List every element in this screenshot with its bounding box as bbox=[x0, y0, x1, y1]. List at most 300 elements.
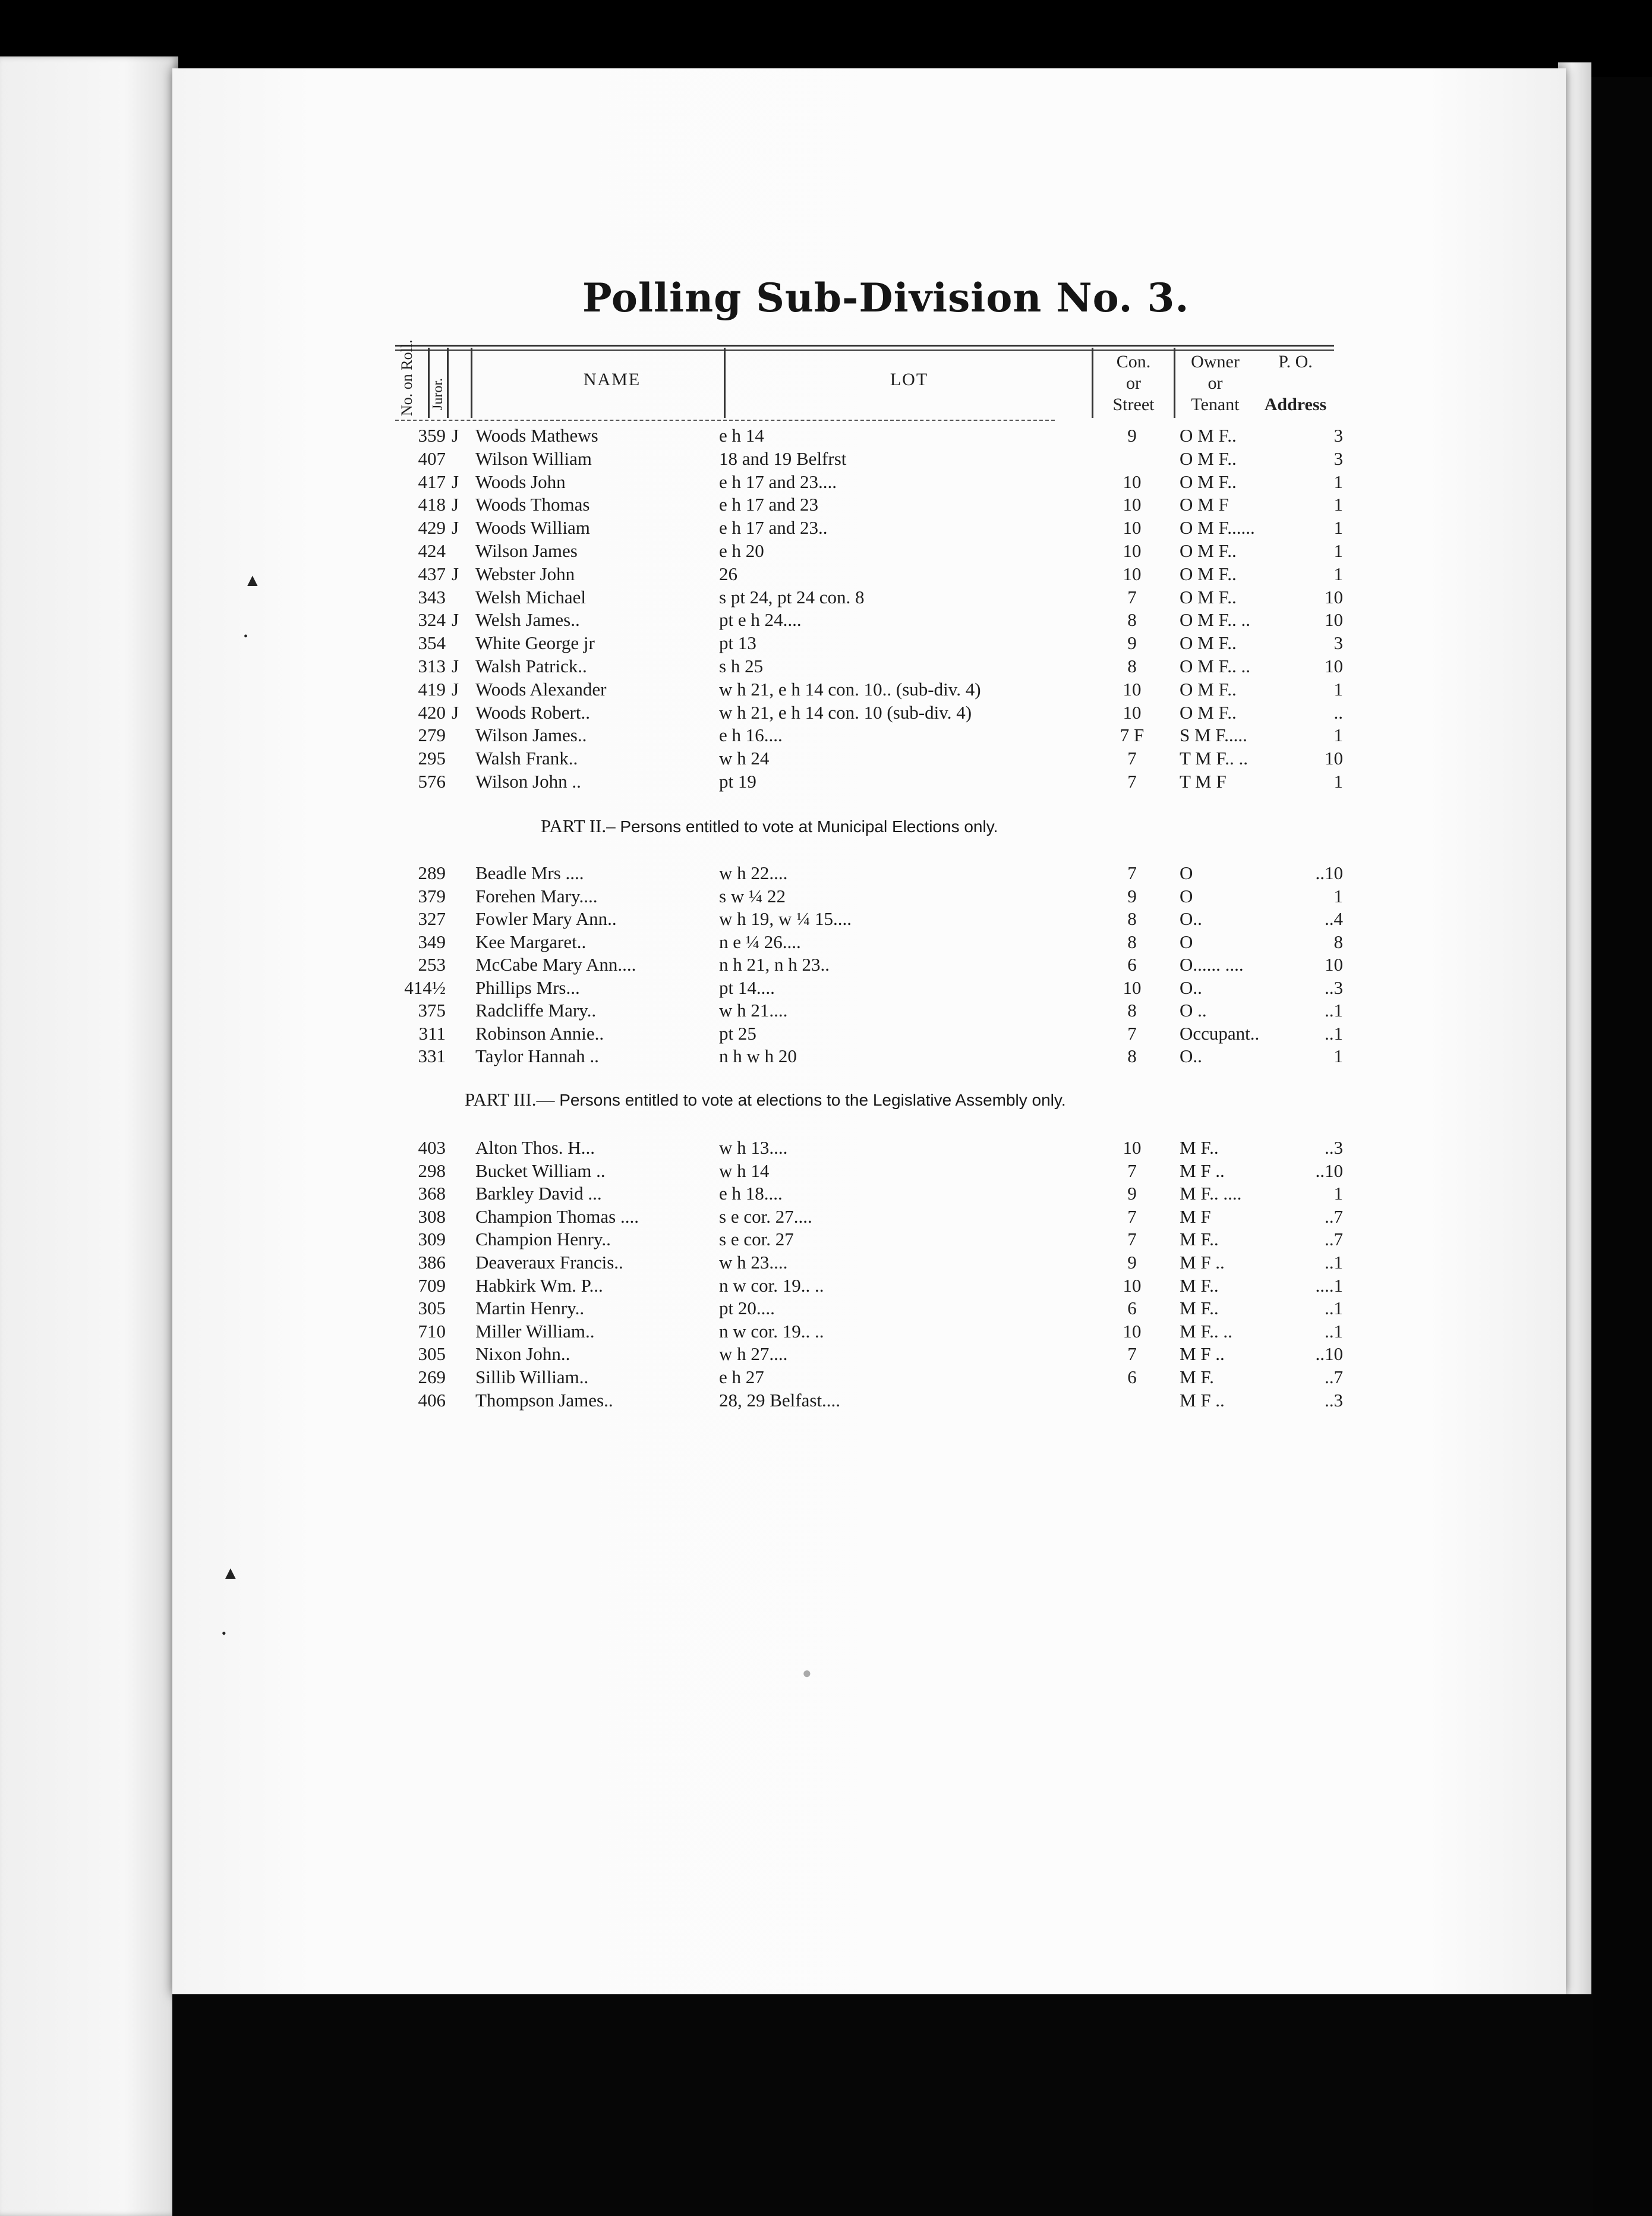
owner-tenant-status: O M F...... bbox=[1180, 517, 1255, 539]
po-address-code: 8 bbox=[1333, 931, 1343, 952]
owner-tenant-status: M F .. bbox=[1180, 1160, 1225, 1181]
voter-name: Forehen Mary.... bbox=[475, 885, 598, 906]
po-address-code: ..10 bbox=[1315, 1343, 1343, 1365]
lot-description: pt 13 bbox=[719, 632, 756, 654]
roll-number: 298 bbox=[418, 1160, 446, 1181]
concession-number: 6 bbox=[1127, 1367, 1137, 1387]
concession-number: 7 bbox=[1127, 1205, 1137, 1227]
roll-number: 375 bbox=[418, 1000, 446, 1021]
part1-row bbox=[0, 448, 1367, 470]
concession-number: 8 bbox=[1127, 609, 1137, 631]
lot-description: n w cor. 19.. .. bbox=[719, 1320, 824, 1342]
part1-row bbox=[0, 540, 1367, 562]
header-divider-4 bbox=[724, 348, 726, 418]
header-divider-6 bbox=[1174, 348, 1175, 418]
lot-description: e h 20 bbox=[719, 540, 764, 561]
lot-description: n h w h 20 bbox=[719, 1046, 797, 1066]
owner-tenant-status: O bbox=[1180, 863, 1193, 883]
lot-description: w h 23.... bbox=[719, 1252, 788, 1273]
owner-tenant-status: O M F.. bbox=[1180, 586, 1237, 607]
part3-heading-text: Persons entitled to vote at elections to the Legislative Assembly only. bbox=[559, 1091, 1066, 1109]
concession-number: 7 bbox=[1127, 771, 1137, 792]
part2-row bbox=[0, 1045, 1367, 1068]
roll-number: 379 bbox=[418, 885, 446, 906]
owner-tenant-status: O M F.. .. bbox=[1180, 656, 1250, 676]
po-address-code: 1 bbox=[1333, 494, 1343, 515]
concession-number: 10 bbox=[1123, 517, 1142, 539]
part2-row bbox=[0, 999, 1367, 1022]
concession-number: 7 bbox=[1127, 863, 1137, 883]
juror-mark: J bbox=[452, 609, 459, 631]
lot-description: pt 19 bbox=[719, 771, 756, 792]
roll-number: 305 bbox=[418, 1298, 446, 1319]
lot-description: s e cor. 27.... bbox=[719, 1205, 812, 1227]
po-address-code: ..10 bbox=[1315, 1160, 1343, 1181]
po-address-code: ..7 bbox=[1325, 1367, 1343, 1387]
part1-row bbox=[0, 747, 1367, 770]
po-address-code: 1 bbox=[1333, 471, 1343, 492]
juror-mark: J bbox=[452, 701, 459, 723]
roll-number: 349 bbox=[418, 931, 446, 952]
owner-tenant-status: O M F.. bbox=[1180, 563, 1237, 584]
roll-number: 429 bbox=[418, 517, 446, 539]
po-address-code: 1 bbox=[1333, 885, 1343, 906]
juror-mark: J bbox=[452, 471, 459, 492]
part2-row bbox=[0, 908, 1367, 930]
owner-tenant-status: M F .. bbox=[1180, 1343, 1225, 1365]
scan-speck: ▲ bbox=[244, 571, 261, 590]
voter-name: Wilson John .. bbox=[475, 771, 581, 792]
concession-number: 9 bbox=[1127, 425, 1137, 446]
part3-row bbox=[0, 1366, 1367, 1389]
voter-name: Champion Henry.. bbox=[475, 1229, 611, 1250]
voter-name: Thompson James.. bbox=[475, 1389, 613, 1411]
po-address-code: ..7 bbox=[1325, 1229, 1343, 1250]
lot-description: e h 18.... bbox=[719, 1183, 783, 1204]
part3-row bbox=[0, 1274, 1367, 1297]
scan-speck: • bbox=[222, 1626, 226, 1641]
concession-number: 10 bbox=[1123, 563, 1142, 584]
part2-heading-text: Persons entitled to vote at Municipal Elections only. bbox=[620, 817, 998, 836]
header-bottom-rule bbox=[395, 420, 1055, 421]
roll-number: 305 bbox=[418, 1343, 446, 1365]
lot-description: w h 24 bbox=[719, 748, 770, 769]
part3-row bbox=[0, 1297, 1367, 1320]
owner-tenant-status: M F. bbox=[1180, 1367, 1214, 1387]
po-address-code: ..3 bbox=[1325, 1137, 1343, 1158]
roll-number: 403 bbox=[418, 1137, 446, 1158]
po-address-code: 3 bbox=[1333, 448, 1343, 469]
lot-description: n e ¼ 26.... bbox=[719, 931, 801, 952]
owner-tenant-status: O bbox=[1180, 931, 1193, 952]
lot-description: e h 17 and 23 bbox=[719, 494, 819, 515]
po-address-code: 3 bbox=[1333, 425, 1343, 446]
part1-row bbox=[0, 632, 1367, 654]
lot-description: w h 19, w ¼ 15.... bbox=[719, 908, 852, 929]
voter-name: Phillips Mrs... bbox=[475, 977, 580, 998]
concession-number: 7 bbox=[1127, 1160, 1137, 1181]
lot-description: 28, 29 Belfast.... bbox=[719, 1389, 841, 1411]
roll-number: 343 bbox=[418, 586, 446, 607]
voter-name: Woods Thomas bbox=[475, 494, 590, 515]
lot-description: pt 25 bbox=[719, 1022, 756, 1044]
lot-description: pt 20.... bbox=[719, 1298, 775, 1319]
voter-name: Taylor Hannah .. bbox=[475, 1046, 599, 1066]
concession-number: 6 bbox=[1127, 1298, 1137, 1319]
owner-tenant-status: M F.. bbox=[1180, 1137, 1219, 1158]
part2-row bbox=[0, 953, 1367, 976]
voter-name: Woods William bbox=[475, 517, 590, 539]
owner-tenant-status: O .. bbox=[1180, 1000, 1207, 1021]
concession-number: 9 bbox=[1127, 885, 1137, 906]
po-address-code: 1 bbox=[1333, 678, 1343, 700]
owner-tenant-status: O.. bbox=[1180, 977, 1202, 998]
lot-description: s pt 24, pt 24 con. 8 bbox=[719, 586, 865, 607]
owner-tenant-status: O M F.. bbox=[1180, 540, 1237, 561]
concession-number: 10 bbox=[1123, 1274, 1142, 1296]
concession-number: 7 F bbox=[1120, 725, 1145, 746]
concession-number: 7 bbox=[1127, 1343, 1137, 1365]
part1-row bbox=[0, 586, 1367, 609]
lot-description: w h 21, e h 14 con. 10 (sub-div. 4) bbox=[719, 701, 972, 723]
concession-number: 10 bbox=[1123, 540, 1142, 561]
roll-number: 354 bbox=[418, 632, 446, 654]
voter-name: McCabe Mary Ann.... bbox=[475, 954, 636, 975]
po-address-code: ..10 bbox=[1315, 863, 1343, 883]
roll-number: 576 bbox=[418, 771, 446, 792]
owner-tenant-status: Occupant.. bbox=[1180, 1022, 1260, 1044]
roll-number: 331 bbox=[418, 1046, 446, 1066]
voter-name: Wilson William bbox=[475, 448, 592, 469]
scan-background-bottom bbox=[172, 1994, 1593, 2216]
voter-name: Webster John bbox=[475, 563, 575, 584]
part1-row bbox=[0, 678, 1367, 701]
owner-tenant-status: O.. bbox=[1180, 1046, 1202, 1066]
roll-number: 253 bbox=[418, 954, 446, 975]
owner-tenant-status: M F.. .. bbox=[1180, 1320, 1232, 1342]
owner-tenant-status: M F.. bbox=[1180, 1229, 1219, 1250]
po-address-code: 10 bbox=[1325, 656, 1343, 676]
owner-tenant-status: O M F.. bbox=[1180, 701, 1237, 723]
voter-name: Wilson James.. bbox=[475, 725, 587, 746]
juror-mark: J bbox=[452, 563, 459, 584]
po-address-code: ..3 bbox=[1325, 1389, 1343, 1411]
concession-number: 7 bbox=[1127, 1229, 1137, 1250]
concession-number: 7 bbox=[1127, 586, 1137, 607]
owner-tenant-status: T M F bbox=[1180, 771, 1227, 792]
part2-row bbox=[0, 931, 1367, 953]
roll-number: 420 bbox=[418, 701, 446, 723]
owner-tenant-status: M F.. bbox=[1180, 1298, 1219, 1319]
roll-number: 289 bbox=[418, 863, 446, 883]
voter-name: Woods John bbox=[475, 471, 566, 492]
po-address-code: 10 bbox=[1325, 609, 1343, 631]
voter-name: Beadle Mrs .... bbox=[475, 863, 584, 883]
part3-row bbox=[0, 1320, 1367, 1343]
voter-name: Sillib William.. bbox=[475, 1367, 589, 1387]
part3-row bbox=[0, 1137, 1367, 1159]
juror-mark: J bbox=[452, 656, 459, 676]
header-lot: LOT bbox=[890, 370, 929, 389]
part3-row bbox=[0, 1182, 1367, 1205]
part1-row bbox=[0, 609, 1367, 631]
part1-row bbox=[0, 655, 1367, 678]
roll-number: 359 bbox=[418, 425, 446, 446]
lot-description: w h 21, e h 14 con. 10.. (sub-div. 4) bbox=[719, 678, 981, 700]
po-address-code: 10 bbox=[1325, 586, 1343, 607]
header-top-rule bbox=[395, 345, 1334, 347]
header-divider-2 bbox=[447, 348, 449, 418]
lot-description: e h 17 and 23.... bbox=[719, 471, 837, 492]
header-or-2: or bbox=[1208, 373, 1223, 393]
voter-name: Robinson Annie.. bbox=[475, 1022, 604, 1044]
concession-number: 7 bbox=[1127, 748, 1137, 769]
concession-number: 10 bbox=[1123, 1137, 1142, 1158]
voter-name: Wilson James bbox=[475, 540, 578, 561]
lot-description: s h 25 bbox=[719, 656, 764, 676]
header-tenant: Tenant bbox=[1191, 395, 1240, 414]
voter-name: Walsh Patrick.. bbox=[475, 656, 587, 676]
lot-description: n h 21, n h 23.. bbox=[719, 954, 830, 975]
header-no-on-roll: No. on Roll. bbox=[398, 339, 415, 416]
owner-tenant-status: O M F.. bbox=[1180, 678, 1237, 700]
po-address-code: ..7 bbox=[1325, 1205, 1343, 1227]
owner-tenant-status: O.. bbox=[1180, 908, 1202, 929]
po-address-code: ..1 bbox=[1325, 1022, 1343, 1044]
concession-number: 9 bbox=[1127, 1252, 1137, 1273]
concession-number: 8 bbox=[1127, 1000, 1137, 1021]
voter-name: Champion Thomas .... bbox=[475, 1205, 639, 1227]
roll-number: 324 bbox=[418, 609, 446, 631]
po-address-code: 10 bbox=[1325, 954, 1343, 975]
owner-tenant-status: M F.. bbox=[1180, 1274, 1219, 1296]
voter-name: Welsh James.. bbox=[475, 609, 580, 631]
part2-row bbox=[0, 1022, 1367, 1045]
concession-number: 10 bbox=[1123, 701, 1142, 723]
voter-name: Welsh Michael bbox=[475, 586, 587, 607]
lot-description: s e cor. 27 bbox=[719, 1229, 794, 1250]
roll-number: 309 bbox=[418, 1229, 446, 1250]
part3-row bbox=[0, 1389, 1367, 1412]
roll-number: 437 bbox=[418, 563, 446, 584]
roll-number: 368 bbox=[418, 1183, 446, 1204]
concession-number: 9 bbox=[1127, 632, 1137, 654]
roll-number: 414½ bbox=[404, 977, 446, 998]
header-divider-1 bbox=[428, 348, 430, 418]
po-address-code: 1 bbox=[1333, 771, 1343, 792]
roll-number: 424 bbox=[418, 540, 446, 561]
roll-number: 295 bbox=[418, 748, 446, 769]
part1-row bbox=[0, 493, 1367, 516]
lot-description: pt e h 24.... bbox=[719, 609, 802, 631]
owner-tenant-status: O...... .... bbox=[1180, 954, 1244, 975]
roll-number: 417 bbox=[418, 471, 446, 492]
lot-description: w h 27.... bbox=[719, 1343, 788, 1365]
part2-row bbox=[0, 862, 1367, 884]
part1-row bbox=[0, 724, 1367, 747]
owner-tenant-status: S M F..... bbox=[1180, 725, 1247, 746]
concession-number: 10 bbox=[1123, 1320, 1142, 1342]
owner-tenant-status: M F .. bbox=[1180, 1389, 1225, 1411]
scan-speck: • bbox=[244, 630, 248, 643]
header-street: Street bbox=[1112, 395, 1155, 414]
po-address-code: 1 bbox=[1333, 517, 1343, 539]
roll-number: 313 bbox=[418, 656, 446, 676]
voter-name: Habkirk Wm. P... bbox=[475, 1274, 603, 1296]
voter-name: Woods Robert.. bbox=[475, 701, 590, 723]
owner-tenant-status: O M F bbox=[1180, 494, 1229, 515]
voter-name: Deaveraux Francis.. bbox=[475, 1252, 623, 1273]
po-address-code: ..1 bbox=[1325, 1000, 1343, 1021]
lot-description: s w ¼ 22 bbox=[719, 885, 786, 906]
po-address-code: 1 bbox=[1333, 563, 1343, 584]
lot-description: 18 and 19 Belfrst bbox=[719, 448, 847, 469]
po-address-code: ....1 bbox=[1315, 1274, 1343, 1296]
voter-name: Walsh Frank.. bbox=[475, 748, 578, 769]
header-owner: Owner bbox=[1191, 352, 1240, 372]
roll-number: 327 bbox=[418, 908, 446, 929]
concession-number: 10 bbox=[1123, 494, 1142, 515]
lot-description: w h 22.... bbox=[719, 863, 788, 883]
po-address-code: .. bbox=[1333, 701, 1343, 723]
header-con: Con. bbox=[1116, 352, 1151, 372]
juror-mark: J bbox=[452, 425, 459, 446]
lot-description: e h 17 and 23.. bbox=[719, 517, 828, 539]
concession-number: 9 bbox=[1127, 1183, 1137, 1204]
part1-row bbox=[0, 424, 1367, 447]
concession-number: 7 bbox=[1127, 1022, 1137, 1044]
owner-tenant-status: O bbox=[1180, 885, 1193, 906]
concession-number: 8 bbox=[1127, 656, 1137, 676]
concession-number: 10 bbox=[1123, 471, 1142, 492]
juror-mark: J bbox=[452, 494, 459, 515]
voter-name: Bucket William .. bbox=[475, 1160, 606, 1181]
header-divider-5 bbox=[1092, 348, 1093, 418]
part1-row bbox=[0, 563, 1367, 586]
part3-heading-prefix: PART III.— bbox=[465, 1089, 555, 1110]
part1-row bbox=[0, 471, 1367, 493]
po-address-code: 1 bbox=[1333, 540, 1343, 561]
concession-number: 10 bbox=[1123, 678, 1142, 700]
po-address-code: 3 bbox=[1333, 632, 1343, 654]
roll-number: 710 bbox=[418, 1320, 446, 1342]
voter-name: White George jr bbox=[475, 632, 595, 654]
po-address-code: 1 bbox=[1333, 725, 1343, 746]
concession-number: 8 bbox=[1127, 931, 1137, 952]
concession-number: 10 bbox=[1123, 977, 1142, 998]
voter-name: Fowler Mary Ann.. bbox=[475, 908, 617, 929]
part3-heading bbox=[465, 1089, 1066, 1110]
part2-heading bbox=[541, 816, 998, 837]
po-address-code: 1 bbox=[1333, 1183, 1343, 1204]
part3-row bbox=[0, 1228, 1367, 1251]
owner-tenant-status: O M F.. bbox=[1180, 632, 1237, 654]
part3-row bbox=[0, 1205, 1367, 1228]
roll-number: 407 bbox=[418, 448, 446, 469]
owner-tenant-status: T M F.. .. bbox=[1180, 748, 1248, 769]
header-or: or bbox=[1126, 373, 1141, 393]
roll-number: 418 bbox=[418, 494, 446, 515]
part3-row bbox=[0, 1160, 1367, 1182]
concession-number: 8 bbox=[1127, 908, 1137, 929]
juror-mark: J bbox=[452, 517, 459, 539]
header-divider-3 bbox=[471, 348, 472, 418]
voter-name: Barkley David ... bbox=[475, 1183, 602, 1204]
scan-speck: ▲ bbox=[222, 1563, 239, 1583]
roll-number: 386 bbox=[418, 1252, 446, 1273]
part2-row bbox=[0, 885, 1367, 908]
part2-heading-prefix: PART II.– bbox=[541, 816, 616, 836]
voter-name: Miller William.. bbox=[475, 1320, 595, 1342]
lot-description: n w cor. 19.. .. bbox=[719, 1274, 824, 1296]
juror-mark: J bbox=[452, 678, 459, 700]
lot-description: w h 21.... bbox=[719, 1000, 788, 1021]
owner-tenant-status: O M F.. bbox=[1180, 448, 1237, 469]
owner-tenant-status: O M F.. bbox=[1180, 425, 1237, 446]
lot-description: 26 bbox=[719, 563, 737, 584]
part2-row bbox=[0, 977, 1367, 999]
part1-row bbox=[0, 701, 1367, 724]
voter-name: Nixon John.. bbox=[475, 1343, 570, 1365]
lot-description: e h 27 bbox=[719, 1367, 764, 1387]
po-address-code: ..4 bbox=[1325, 908, 1343, 929]
lot-description: pt 14.... bbox=[719, 977, 775, 998]
concession-number: 8 bbox=[1127, 1046, 1137, 1066]
voter-name: Alton Thos. H... bbox=[475, 1137, 595, 1158]
roll-number: 311 bbox=[418, 1022, 446, 1044]
owner-tenant-status: M F .. bbox=[1180, 1252, 1225, 1273]
part3-row bbox=[0, 1343, 1367, 1365]
voter-name: Martin Henry.. bbox=[475, 1298, 585, 1319]
roll-number: 269 bbox=[418, 1367, 446, 1387]
voter-name: Radcliffe Mary.. bbox=[475, 1000, 597, 1021]
owner-tenant-status: O M F.. .. bbox=[1180, 609, 1250, 631]
header-po: P. O. bbox=[1278, 352, 1313, 372]
roll-number: 279 bbox=[418, 725, 446, 746]
lot-description: e h 16.... bbox=[719, 725, 783, 746]
page-title: Polling Sub-Division No. 3. bbox=[582, 275, 1190, 321]
header-name: NAME bbox=[583, 370, 641, 389]
voter-name: Woods Alexander bbox=[475, 678, 607, 700]
po-address-code: 1 bbox=[1333, 1046, 1343, 1066]
owner-tenant-status: M F bbox=[1180, 1205, 1211, 1227]
po-address-code: ..3 bbox=[1325, 977, 1343, 998]
part3-row bbox=[0, 1251, 1367, 1274]
scan-background-top bbox=[0, 0, 1652, 77]
voter-name: Woods Mathews bbox=[475, 425, 598, 446]
roll-number: 308 bbox=[418, 1205, 446, 1227]
po-address-code: ..1 bbox=[1325, 1320, 1343, 1342]
concession-number: 6 bbox=[1127, 954, 1137, 975]
voter-name: Kee Margaret.. bbox=[475, 931, 587, 952]
header-address: Address bbox=[1264, 395, 1327, 414]
po-address-code: ..1 bbox=[1325, 1298, 1343, 1319]
lot-description: e h 14 bbox=[719, 425, 764, 446]
po-address-code: 10 bbox=[1325, 748, 1343, 769]
roll-number: 406 bbox=[418, 1389, 446, 1411]
po-address-code: ..1 bbox=[1325, 1252, 1343, 1273]
scan-speck: ● bbox=[802, 1664, 812, 1682]
header-top-rule-2 bbox=[395, 350, 1334, 351]
owner-tenant-status: O M F.. bbox=[1180, 471, 1237, 492]
part1-row bbox=[0, 517, 1367, 539]
roll-number: 709 bbox=[418, 1274, 446, 1296]
header-juror: Juror. bbox=[430, 378, 446, 410]
roll-number: 419 bbox=[418, 678, 446, 700]
lot-description: w h 14 bbox=[719, 1160, 770, 1181]
part1-row bbox=[0, 770, 1367, 793]
owner-tenant-status: M F.. .... bbox=[1180, 1183, 1242, 1204]
